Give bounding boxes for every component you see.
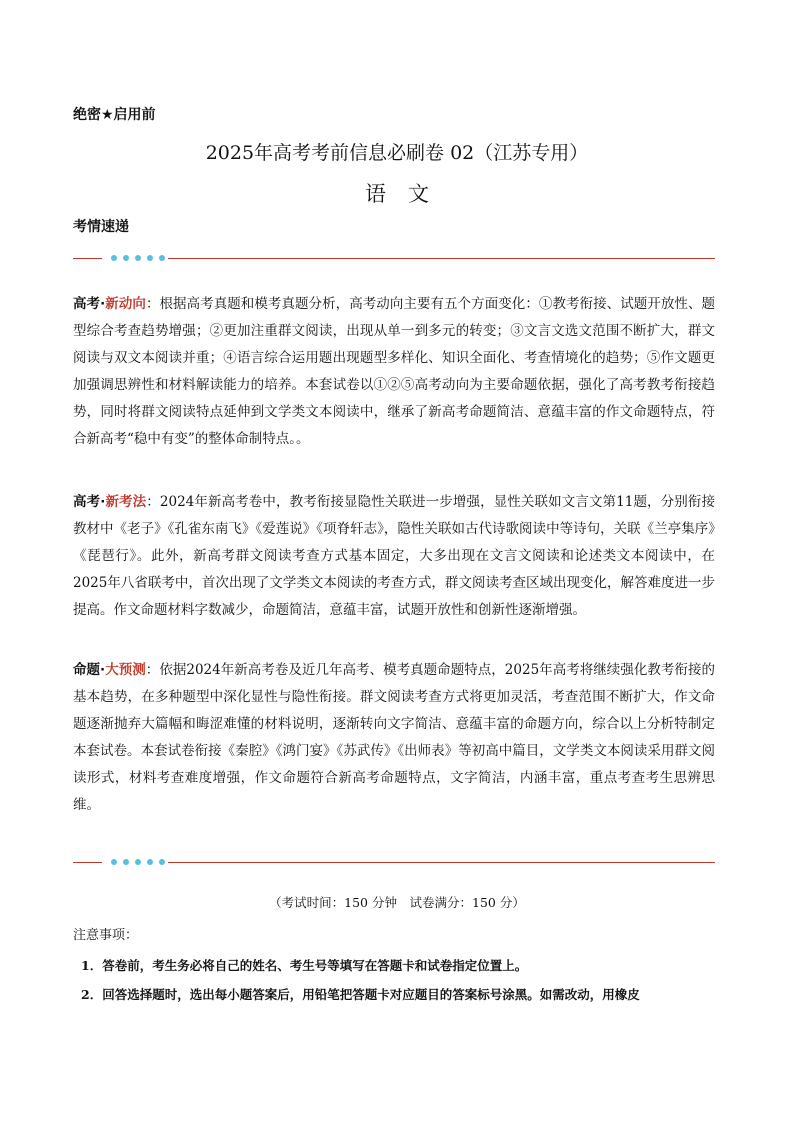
confidential-label: 绝密★启用前 <box>73 107 156 123</box>
paragraph-text: ：2024年新高考卷中，教考衔接显隐性关联进一步增强，显性关联如文言文第11题，分别衔接教材中《老子》《孔雀东南飞》《爱莲说》《项脊轩志》，隐性关联如古代诗歌阅读中等诗句，关联《兰亭集序》《琵琶行》。此外，新高考群文阅读考查方式基本固定，大多出现在文言文阅读和论述类文本阅读中，在2025年八省联考中，首次出现了文学类文本阅读的考查方式，群文阅读考查区域出现变化，解答难度进一步提高。作文命题材料字数减少，命题简洁，意蕴丰富，试题开放性和创新性逐渐增强。 <box>73 494 715 618</box>
top-divider <box>73 253 715 265</box>
bottom-divider <box>73 857 715 869</box>
paragraph-new-trend <box>73 291 715 453</box>
paragraph-label: 高考·新动向 <box>73 296 146 312</box>
subject-title: 语文 <box>365 182 451 206</box>
notice-item: 2．回答选择题时，选出每小题答案后，用铅笔把答题卡对应题目的答案标号涂黑。如需改动，用橡皮 <box>81 987 640 1002</box>
paragraph-text: ：依据2024年新高考卷及近几年高考、模考真题命题特点，2025年高考将继续强化教考衔接的基本趋势，在多种题型中深化显性与隐性衔接。群文阅读考查方式将更加灵活，考查范围不断扩大，作文命题逐渐抛弃大篇幅和晦涩难懂的材料说明，逐渐转向文字简洁、意蕴丰富的命题方向，综合以上分析特制定本套试卷。本套试卷衔接《秦腔》《鸿门宴》《苏武传》《出师表》等初高中篇目，文学类文本阅读采用群文阅读形式，材料考查难度增强，作文命题符合新高考命题特点，文字简洁，内涵丰富，重点考查考生思辨思维。 <box>73 662 715 813</box>
exam-title: 2025年高考考前信息必刷卷 02（江苏专用） <box>205 142 589 164</box>
notice-list <box>73 951 715 1009</box>
notice-item: 1．答卷前，考生务必将自己的姓名、考生号等填写在答题卡和试卷指定位置上。 <box>81 958 528 973</box>
paragraph-label: 高考·新考法 <box>73 494 147 510</box>
paragraph-label: 命题·大预测 <box>73 662 146 678</box>
notice-heading: 注意事项： <box>73 928 139 943</box>
paragraph-prediction <box>73 657 715 819</box>
exam-time-score: （考试时间：150 分钟 试卷满分：150 分） <box>269 895 525 910</box>
paragraph-new-method <box>73 489 715 624</box>
section-heading: 考情速递 <box>73 219 129 235</box>
paragraph-text: ：根据高考真题和模考真题分析，高考动向主要有五个方面变化：①教考衔接、试题开放性、题型综合考查趋势增强；②更加注重群文阅读，出现从单一到多元的转变；③文言文选文范围不断扩大，群文阅读与双文本阅读并重；④语言综合运用题出现题型多样化、知识全面化、考查情境化的趋势；⑤作文题更加强调思辨性和材料解读能力的培养。本套试卷以①②⑤高考动向为主要命题依据，强化了高考教考衔接趋势，同时将群文阅读特点延伸到文学类文本阅读中，继承了新高考命题简洁、意蕴丰富的作文命题特点，符合新高考“稳中有变”的整体命制特点。。 <box>73 296 715 447</box>
